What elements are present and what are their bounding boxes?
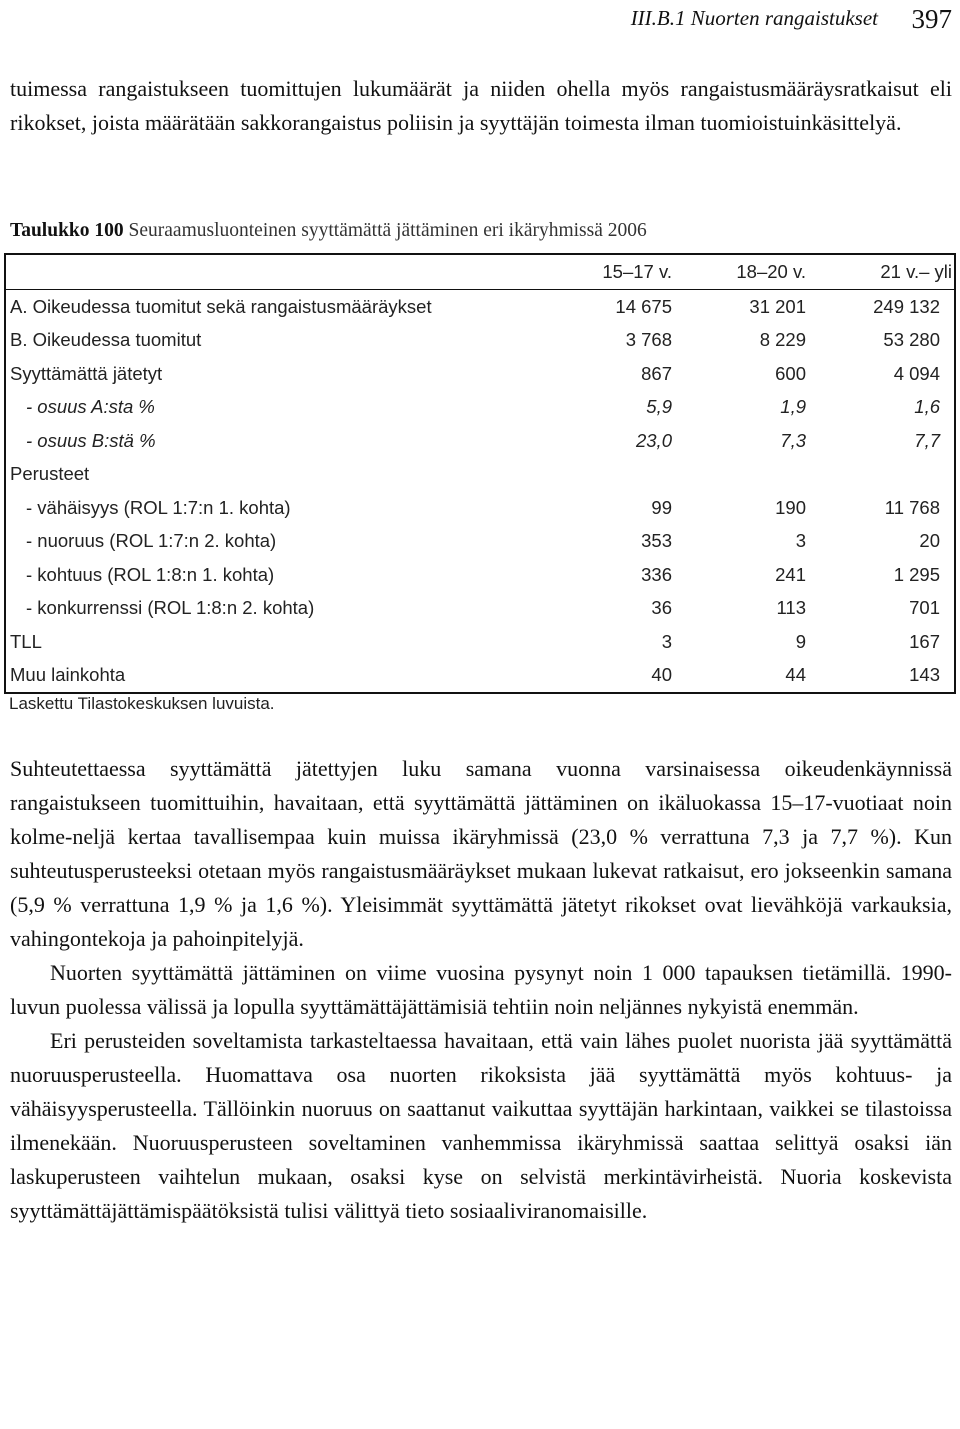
cell: 867: [641, 362, 672, 384]
cell: [572, 457, 680, 491]
body-paragraph-1: Suhteutettaessa syyttämättä jätettyjen luku samana vuonna varsinaisessa oikeudenkäynnissä rangaistukseen tuomittuihin, havaitaan, että syyttämättä jättäminen on ikäluokassa 15–17-vuotiaat noin kolme-neljä kertaa tavallisempaa kuin muissa ikäryhmissä (23,0 % verrattuna 7,3 ja 7,7 %). Kun suhteutusperusteeksi otetaan myös rangaistusmääräykset mukaan lukevat ratkaisut, ero jokseenkin samana (5,9 % verrattuna 1,9 % ja 1,6 %). Yleisimmät syyttämättä jätetyt rikokset ovat lievähköjä varkauksia, vahingontekoja ja pahoinpitelyjä.: [10, 756, 952, 951]
col-header-21-plus: 21 v.– yli: [814, 254, 955, 289]
body-text: [10, 752, 952, 1228]
row-label: TLL: [10, 630, 42, 652]
row-label: Muu lainkohta: [10, 664, 126, 685]
cell: 23,0: [635, 429, 672, 451]
table-row: [5, 390, 955, 424]
row-label: - nuoruus (ROL 1:7:n 2. kohta): [26, 530, 277, 551]
cell: 143: [909, 664, 940, 685]
table-row: [5, 625, 955, 659]
row-label: Syyttämättä jätetyt: [10, 362, 163, 384]
statistics-table: [4, 253, 956, 694]
cell: 1,9: [780, 396, 806, 417]
cell: 3: [795, 530, 806, 551]
section-title: III.B.1 Nuorten rangaistukset: [630, 6, 878, 30]
table-row: [5, 591, 955, 625]
table-row: [5, 357, 955, 391]
table-row: [5, 424, 955, 458]
row-label: - vähäisyys (ROL 1:7:n 1. kohta): [26, 496, 291, 518]
cell: 241: [775, 563, 806, 585]
cell: 44: [785, 664, 806, 685]
row-label: - kohtuus (ROL 1:8:n 1. kohta): [26, 563, 275, 585]
cell: 36: [651, 597, 672, 618]
cell: 14 675: [615, 295, 672, 317]
running-header: [0, 2, 960, 42]
row-label: - osuus A:sta %: [26, 396, 155, 417]
table-header-row: [5, 254, 955, 289]
cell: 336: [641, 563, 672, 585]
row-label: - konkurrenssi (ROL 1:8:n 2. kohta): [26, 597, 315, 618]
cell: 3 768: [625, 329, 672, 350]
table-label: Taulukko 100: [10, 220, 124, 241]
cell: [680, 457, 814, 491]
table-caption: [10, 218, 647, 244]
body-paragraph-3: Eri perusteiden soveltamista tarkasteltaessa havaitaan, että vain lähes puolet nuorista jää syyttämättä nuoruusperusteella. Huomattava osa nuorten rikoksista jää syyttämättä myös kohtuus- ja vähäisyysperusteella. Tällöinkin nuoruus on saattanut vaikuttaa syyttäjän harkintaan, vaikkei se tilastoissa ilmenekään. Nuoruusperusteen soveltaminen vanhemmissa ikäryhmissä saattaa selittyä osaksi iän laskuperusteen vaihtelun mukaan, osaksi kyse on selvistä merkintävirheistä. Nuoria koskevista syyttämättäjättämispäätöksistä tulisi välittyä tieto sosiaaliviranomaisille.: [10, 1028, 952, 1223]
table-source-note: Laskettu Tilastokeskuksen luvuista.: [9, 694, 275, 713]
page-number: 397: [911, 4, 952, 34]
header-blank: [5, 254, 572, 289]
intro-paragraph: tuimessa rangaistukseen tuomittujen lukumäärät ja niiden ohella myös rangaistusmääräysratkaisut eli rikokset, joista määrätään sakkorangaistus poliisin ja syyttäjän toimesta ilman tuomioistuinkäsittelyä.: [10, 76, 952, 135]
cell: 53 280: [883, 329, 940, 350]
table-row: [5, 323, 955, 357]
table-row: [5, 558, 955, 592]
cell: 7,3: [780, 429, 806, 451]
cell: 167: [909, 630, 940, 652]
col-header-18-20: 18–20 v.: [680, 254, 814, 289]
table-row: [5, 457, 955, 491]
row-label: A. Oikeudessa tuomitut sekä rangaistusmääräykset: [10, 295, 432, 317]
row-label: Perusteet: [10, 463, 90, 484]
cell: 8 229: [759, 329, 806, 350]
cell: 40: [651, 664, 672, 685]
cell: 31 201: [749, 295, 806, 317]
table-row: [5, 289, 955, 323]
cell: 99: [651, 496, 672, 518]
cell: 190: [775, 496, 806, 518]
cell: [814, 457, 955, 491]
cell: 249 132: [873, 295, 940, 317]
row-label: B. Oikeudessa tuomitut: [10, 329, 202, 350]
cell: 11 768: [884, 496, 940, 518]
col-header-15-17: 15–17 v.: [572, 254, 680, 289]
row-label: - osuus B:stä %: [26, 429, 156, 451]
cell: 353: [641, 530, 672, 551]
table-title: Seuraamusluonteinen syyttämättä jättäminen eri ikäryhmissä 2006: [128, 220, 647, 241]
table-row: [5, 491, 955, 525]
cell: 1,6: [914, 396, 940, 417]
body-paragraph-2: Nuorten syyttämättä jättäminen on viime vuosina pysynyt noin 1 000 tapauksen tietämillä. 1990-luvun puolessa välissä ja lopulla syyttämättäjättämisiä tehtiin noin neljännes nykyistä enemmän.: [10, 960, 952, 1019]
cell: 9: [795, 630, 806, 652]
table-row: [5, 658, 955, 693]
cell: 1 295: [893, 563, 940, 585]
cell: 600: [775, 362, 806, 384]
cell: 701: [909, 597, 940, 618]
table-row: [5, 524, 955, 558]
cell: 5,9: [646, 396, 672, 417]
cell: 4 094: [893, 362, 940, 384]
cell: 3: [661, 630, 672, 652]
cell: 20: [919, 530, 940, 551]
cell: 7,7: [914, 429, 940, 451]
cell: 113: [776, 597, 806, 618]
